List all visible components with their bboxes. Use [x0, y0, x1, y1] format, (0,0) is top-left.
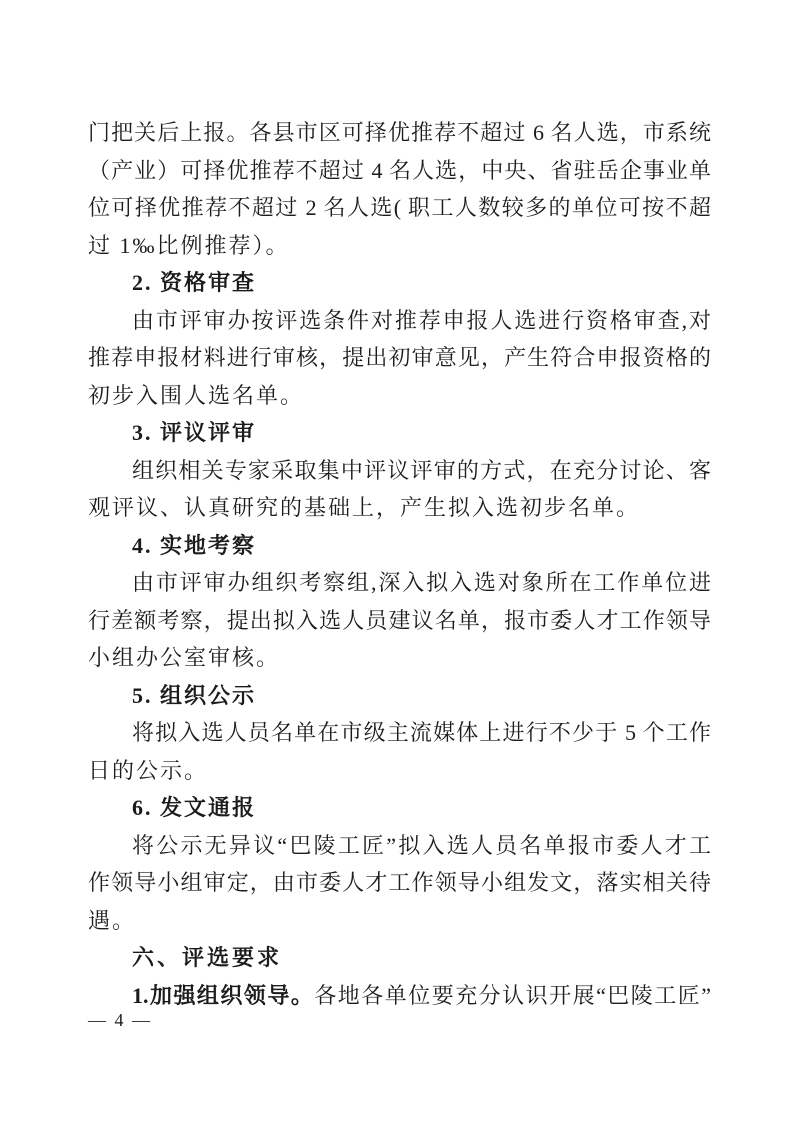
- text-run: 日的公示。: [88, 757, 209, 783]
- text-line: [88, 452, 711, 490]
- text-line: [88, 564, 711, 602]
- text-run: 将拟入选人员名单在市级主流媒体上进行不少于 5 个工作: [132, 720, 711, 745]
- text-run: 将公示无异议“巴陵工匠”拟入选人员名单报市委人才工: [132, 832, 711, 858]
- text-run: 由市评审办按评选条件对推荐申报人选进行资格审查,对: [132, 307, 711, 333]
- text-run: 6. 发文通报: [132, 795, 257, 820]
- text-run: 初步入围人选名单。: [88, 382, 305, 408]
- text-run: 作领导小组审定，由市委人才工作领导小组发文，落实相关待: [88, 870, 711, 895]
- bold-run: 1.加强组织领导。: [132, 982, 315, 1008]
- text-line: [88, 339, 711, 377]
- text-run: 2. 资格审查: [132, 270, 257, 295]
- text-line: [88, 902, 711, 940]
- text-line: [88, 864, 711, 902]
- text-run: 观评议、认真研究的基础上，产生拟入选初步名单。: [88, 495, 641, 520]
- text-line: [88, 114, 711, 152]
- text-run: 3. 评议评审: [132, 420, 257, 445]
- text-run: 推荐申报材料进行审核，提出初审意见，产生符合申报资格的: [88, 345, 711, 370]
- text-line: [88, 377, 711, 415]
- text-line: [88, 227, 711, 265]
- text-run: 六、评选要求: [132, 945, 283, 970]
- text-run: 4. 实地考察: [132, 532, 257, 558]
- text-line: [88, 789, 711, 827]
- text-line: [88, 302, 711, 340]
- text-run: 位可择优推荐不超过 2 名人选( 职工人数较多的单位可按不超: [88, 195, 711, 220]
- text-line: [88, 827, 711, 865]
- text-line: [88, 414, 711, 452]
- document-body: [88, 114, 711, 1014]
- text-line: [88, 939, 711, 977]
- text-line: [88, 677, 711, 715]
- text-run: 遇。: [88, 907, 137, 933]
- text-run: 各地各单位要充分认识开展“巴陵工匠”: [314, 982, 711, 1008]
- text-line: [88, 489, 711, 527]
- text-line: [88, 152, 711, 190]
- text-line: [88, 527, 711, 565]
- text-run: 行差额考察，提出拟入选人员建议名单，报市委人才工作领导: [88, 607, 711, 633]
- text-line: [88, 714, 711, 752]
- text-run: 5. 组织公示: [132, 682, 257, 708]
- text-line: [88, 752, 711, 790]
- text-run: 小组办公室审核。: [88, 645, 281, 670]
- page-number: — 4 —: [88, 1010, 152, 1030]
- text-run: 门把关后上报。各县市区可择优推荐不超过 6 名人选，市系统: [88, 120, 711, 145]
- text-line: [88, 264, 711, 302]
- text-run: （产业）可择优推荐不超过 4 名人选，中央、省驻岳企事业单: [88, 157, 711, 183]
- text-line: [88, 639, 711, 677]
- text-run: 过 1‰比例推荐）。: [88, 232, 290, 258]
- text-line: [88, 602, 711, 640]
- text-line: [88, 189, 711, 227]
- text-line: [88, 977, 711, 1015]
- text-run: 由市评审办组织考察组,深入拟入选对象所在工作单位进: [132, 570, 711, 595]
- text-run: 组织相关专家采取集中评议评审的方式，在充分讨论、客: [132, 457, 711, 483]
